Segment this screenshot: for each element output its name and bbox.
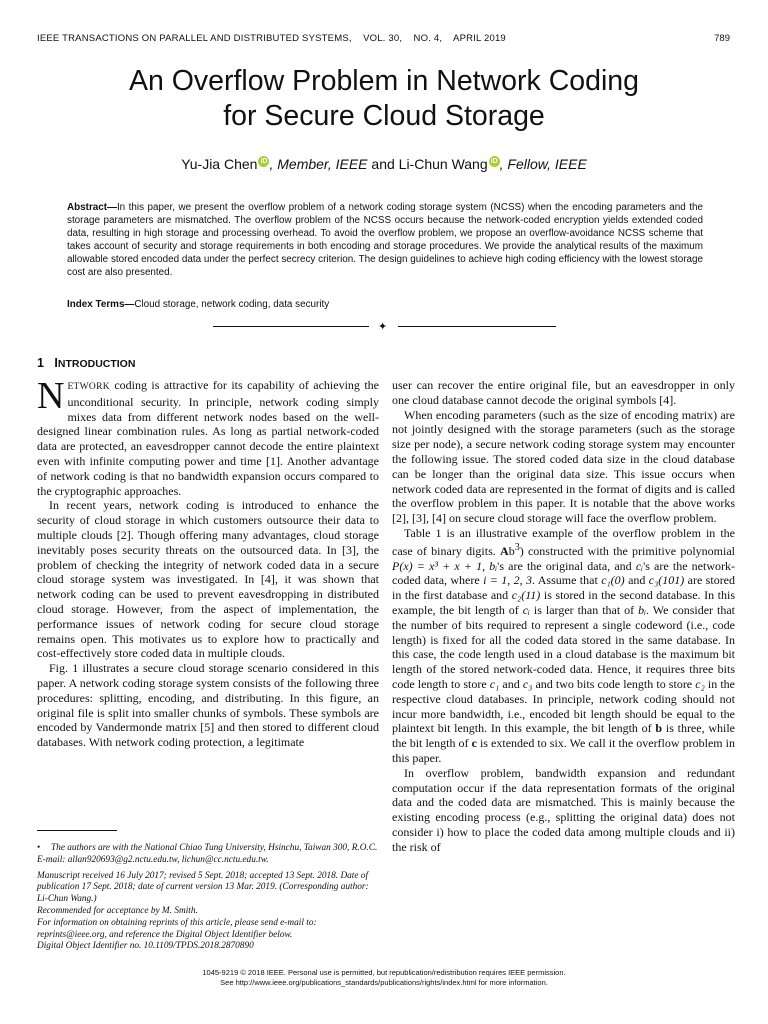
divider-ornament: ✦ (378, 321, 388, 333)
author-line (0, 156, 768, 172)
footnote-recommended: Recommended for acceptance by M. Smith. (37, 905, 198, 916)
left-column (37, 375, 379, 750)
author-conjunction: and (367, 156, 399, 172)
orcid-icon[interactable]: iD (490, 158, 498, 166)
footnote-affiliation: • The authors are with the National Chiao Tung University, Hsinchu, Taiwan 300, R.O.C. E-mail: allan920693@g2.nctu.edu.tw, lichun@cc.nctu.edu.tw. (37, 843, 378, 865)
author-2: Li-Chun Wang (398, 156, 488, 172)
abstract: Abstract—In this paper, we present the overflow problem of a network coding storage system (NCSS) when the encoding parameters and the storage parameters are mismatched. The overflow problem of the NCSS occurs because the network-coded encryption yields extended coded data, resulting in high storage and processing overhead. To avoid the overflow problem, we propose an overflow-avoidance NCSS scheme that takes account of security and storage requirements in both encoding and storage procedures. We provide the analytical results of the maximum allowable stored encoded data under the perfect secrecy criterion. The design guidelines to achieve high coding efficiency with the lowest storage cost are also presented. (67, 202, 703, 278)
paragraph: In recent years, network coding is introduced to enhance the security of cloud storage in which customers outsource their data to multiple clouds [2]. Though offering many advantages, cloud storage inevitably poses security threats on the outsourced data. In [3], the problem of checking the integrity of network coded data in a secure cloud storage system was investigated. In [4], it was shown that network coding can be used to prevent eavesdropping in distributed cloud storage. However, from the aspect of implementation, the performance issues of network coding for secure cloud storage remains open. This motivates us to explore how to practically and cost-effectively store coded data in multiple clouds. (37, 498, 379, 661)
author-1-role: , Member, IEEE (269, 156, 368, 172)
page-number: 789 (714, 33, 730, 44)
section-heading: 1 INTRODUCTION (37, 356, 136, 370)
paragraph: Table 1 is an illustrative example of the overflow problem in the case of binary digits. Ab$^3$) constructed with the primitive polynomial P(x) = x³ + x + 1, bᵢ's are the original data, and cᵢ's are the network-coded data, where i = 1, 2, 3. Assume that c₁(0) and c₃(101) are stored in the first database and c₂(11) is stored in the second database. In this example, the bit length of cᵢ is larger than that of bᵢ. We consider that the number of bits required to represent a single codeword (i.e., code length) is fixed for all the coded data stored in the same database. In this case, the code length used in a cloud database is the maximum bit length of the stored network-coded data. Hence, it requires three bits code length to store c₁ and c₃ and two bits code length to store c₂ in the respective cloud databases. In principle, network coding should not incur more bandwidth, i.e., encoded bit length should be equal to the plaintext bit length. In this example, the bit length of b is three, while the bit length of c is extended to six. We call it the overflow problem in this paper. (392, 525, 736, 765)
paragraph: NETWORK coding is attractive for its capability of achieving the unconditional security. In principle, network coding simply mixes data from different network nodes based on the well-designed linear combination rules. As long as partial network-coded data are protected, an eavesdropper cannot decode the entire plaintext even with infinite computing power and time [1]. Another advantage of network coding is that no bandwidth expansion occurs compared to the cryptographic approaches. (37, 375, 379, 498)
copyright-line-2: See http://www.ieee.org/publications_standards/publications/rights/index.html for more information. (220, 977, 548, 987)
footnote-rule (37, 830, 117, 831)
index-terms: Index Terms—Cloud storage, network coding, data security (67, 299, 330, 310)
paragraph: Fig. 1 illustrates a secure cloud storage scenario considered in this paper. A network coding storage system consists of the following three procedures: splitting, encoding, and distributing. In this figure, an original file is split into smaller chunks of symbols. These symbols are encoded by Vandermonde matrix [5] and then stored to different cloud databases. With network coding protection, a legitimate (37, 661, 379, 750)
journal-name: IEEE TRANSACTIONS ON PARALLEL AND DISTRIBUTED SYSTEMS, (37, 33, 352, 44)
abstract-label: Abstract (67, 202, 108, 213)
copyright-line-1: 1045-9219 © 2018 IEEE. Personal use is permitted, but republication/redistribution requires IEEE permission. (202, 968, 566, 977)
index-terms-text: Cloud storage, network coding, data security (134, 299, 330, 310)
paragraph: In overflow problem, bandwidth expansion and redundant computation occur if the data representation formats of the original data and the coded data are mismatched. This is mainly because the existing encoding process (e.g., splitting the original data) does not consider i) how to place the coded data among multiple clouds and ii) the risk of (392, 765, 735, 854)
author-2-role: , Fellow, IEEE (499, 156, 587, 172)
index-terms-label: Index Terms (67, 299, 125, 310)
copyright-notice (0, 968, 768, 987)
right-column (392, 378, 735, 855)
journal-number: NO. 4, (413, 33, 443, 44)
orcid-icon[interactable]: iD (260, 158, 268, 166)
divider-left (213, 326, 369, 327)
divider-right (398, 326, 556, 327)
journal-volume: VOL. 30, (363, 33, 403, 44)
section-number: 1 (37, 356, 44, 370)
paper-title (0, 64, 768, 134)
footnote-reprints: For information on obtaining reprints of this article, please send e-mail to: reprints@ieee.org, and reference the Digital Object Identifier below. (37, 917, 317, 940)
paragraph: user can recover the entire original file, but an eavesdropper in only one cloud database cannot decode the original symbols [4]. (392, 378, 735, 407)
footnote-doi: Digital Object Identifier no. 10.1109/TPDS.2018.2870890 (37, 941, 254, 952)
journal-date: APRIL 2019 (453, 33, 506, 44)
running-header (37, 33, 506, 44)
title-line-2: for Secure Cloud Storage (223, 100, 545, 132)
title-line-1: An Overflow Problem in Network Coding (128, 65, 640, 97)
paragraph: When encoding parameters (such as the size of encoding matrix) are not jointly designed with the storage parameters (such as the storage size per node), a secure network coding storage system may encounter the following issue. The stored coded data size in the cloud database can be longer than the original data size. This issue occurs when network coded data are represented in the format of digits and is called the overflow problem in this paper. It is notable that the above works [2], [3], [4] on secure cloud storage will face the overflow problem. (392, 407, 735, 526)
footnotes (37, 843, 379, 953)
abstract-text: In this paper, we present the overflow problem of a network coding storage system (NCSS) when the encoding parameters and the storage parameters are mismatched. The overflow problem of the NCSS occurs because the network-coded encryption yields extended coded data, resulting in high storage and processing overhead. To avoid the overflow problem, we propose an overflow-avoidance NCSS scheme that takes account of security and storage requirements in both encoding and storage procedures. We provide the analytical results of the maximum allowable stored encoded data under the perfect secrecy criterion. The design guidelines to achieve high coding efficiency with the lowest storage cost are also presented. (67, 202, 703, 278)
author-1: Yu-Jia Chen (181, 156, 258, 172)
drop-cap: N (37, 375, 65, 417)
footnote-manuscript: Manuscript received 16 July 2017; revised 5 Sept. 2018; accepted 13 Sept. 2018. Date of publication 17 Sept. 2018; date of current version 13 Mar. 2019. (Corresponding author: Li-Chun Wang.) (37, 870, 369, 905)
